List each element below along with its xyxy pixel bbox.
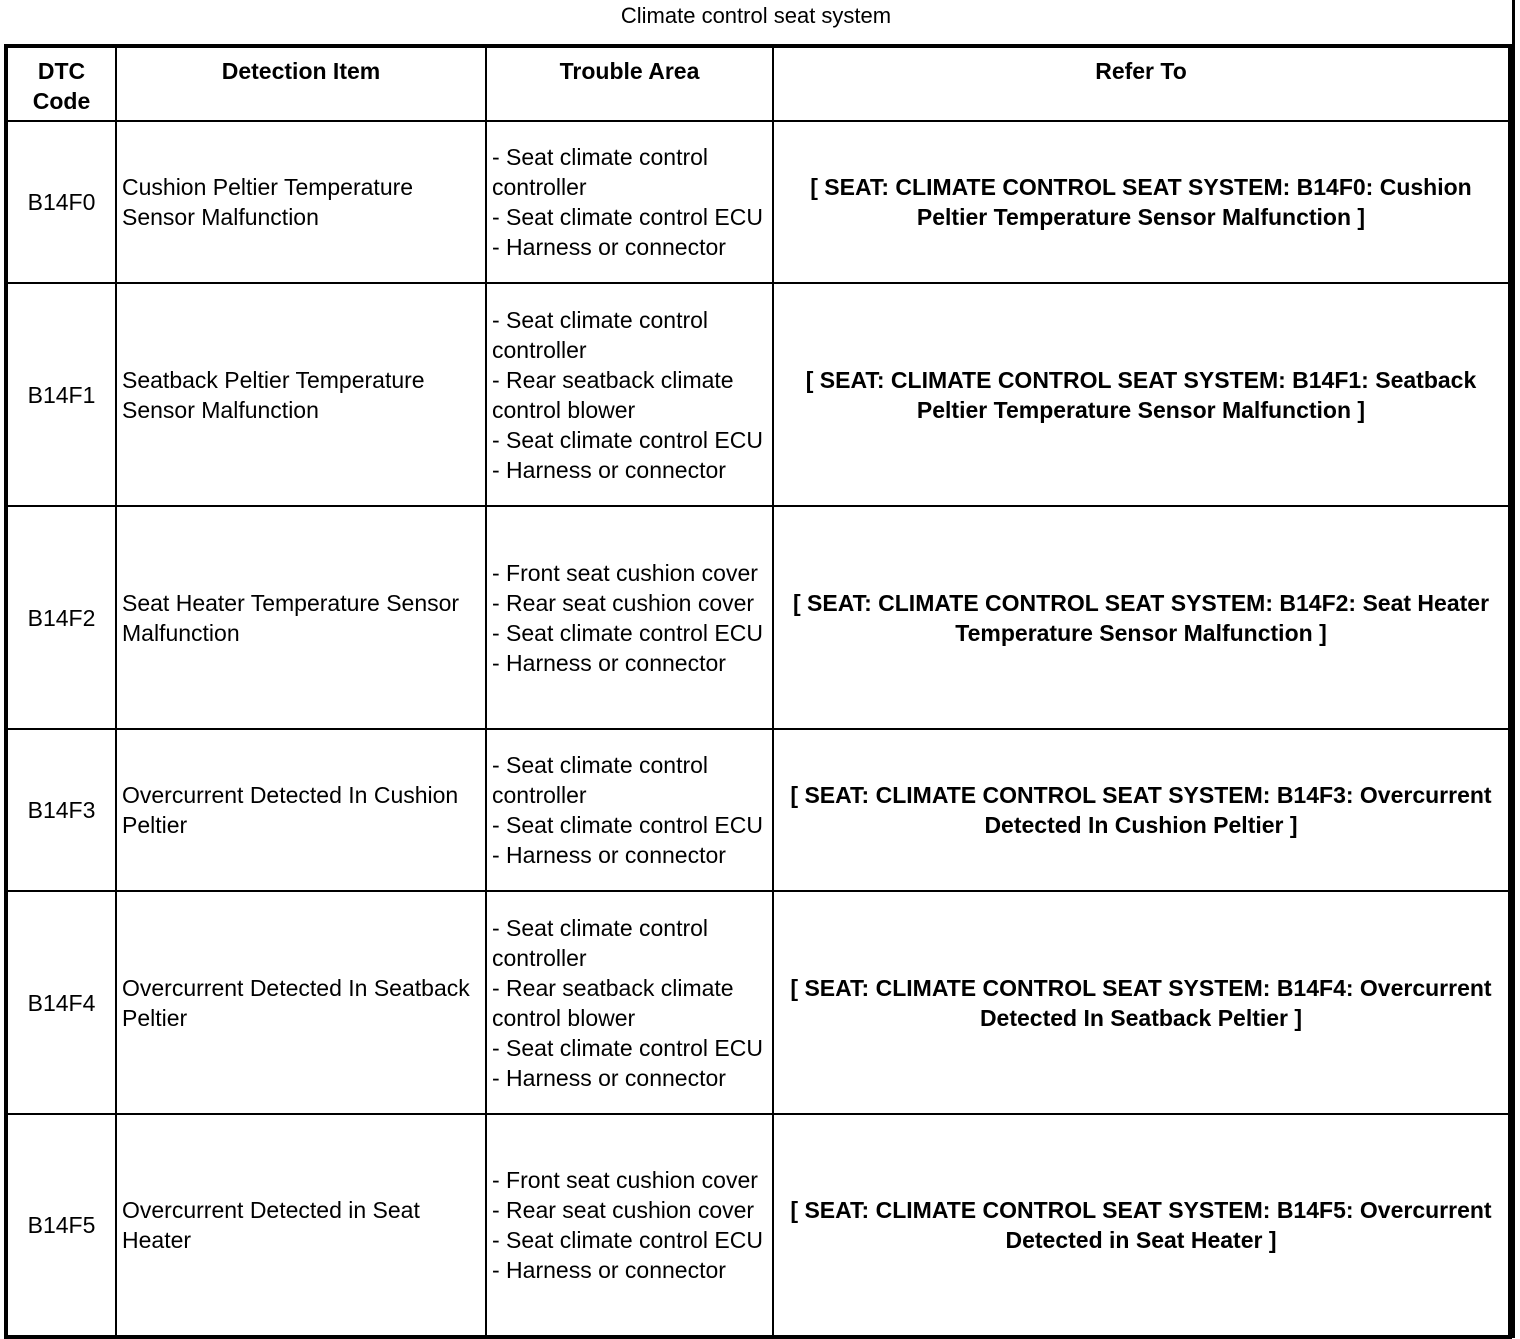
detection-item-cell: Overcurrent Detected in Seat Heater bbox=[116, 1114, 486, 1337]
refer-to-link[interactable]: [ SEAT: CLIMATE CONTROL SEAT SYSTEM: B14F5: Overcurrent Detected in Seat Heater ] bbox=[773, 1114, 1510, 1337]
refer-to-link[interactable]: [ SEAT: CLIMATE CONTROL SEAT SYSTEM: B14F1: Seatback Peltier Temperature Sensor Malfunction ] bbox=[773, 283, 1510, 506]
right-border-rule bbox=[1512, 0, 1515, 1338]
header-refer-to: Refer To bbox=[773, 46, 1510, 121]
refer-to-link[interactable]: [ SEAT: CLIMATE CONTROL SEAT SYSTEM: B14F4: Overcurrent Detected In Seatback Peltier ] bbox=[773, 891, 1510, 1114]
detection-item-cell: Cushion Peltier Temperature Sensor Malfunction bbox=[116, 121, 486, 283]
refer-to-link[interactable]: [ SEAT: CLIMATE CONTROL SEAT SYSTEM: B14F2: Seat Heater Temperature Sensor Malfunction ] bbox=[773, 506, 1510, 729]
trouble-area-line: - Seat climate control controller bbox=[492, 306, 709, 363]
detection-item-cell: Seat Heater Temperature Sensor Malfunction bbox=[116, 506, 486, 729]
trouble-area-line: - Seat climate control ECU bbox=[492, 812, 763, 838]
dtc-code-cell: B14F3 bbox=[6, 729, 116, 891]
trouble-area-line: - Seat climate control ECU bbox=[492, 426, 763, 453]
trouble-area-line: - Rear seatback climate control blower bbox=[492, 974, 734, 1031]
detection-item-cell: Overcurrent Detected In Seatback Peltier bbox=[116, 891, 486, 1114]
header-detection-item: Detection Item bbox=[116, 46, 486, 121]
table-row bbox=[6, 506, 1510, 729]
dtc-table bbox=[4, 44, 1512, 1339]
trouble-area-line: - Front seat cushion cover bbox=[492, 559, 758, 586]
detection-item-cell: Overcurrent Detected In Cushion Peltier bbox=[116, 729, 486, 891]
trouble-area-cell bbox=[486, 891, 773, 1114]
refer-to-link[interactable]: [ SEAT: CLIMATE CONTROL SEAT SYSTEM: B14F0: Cushion Peltier Temperature Sensor Malfunction ] bbox=[773, 121, 1510, 283]
trouble-area-line: - Harness or connector bbox=[492, 1064, 726, 1091]
header-row bbox=[6, 46, 1510, 121]
table-row bbox=[6, 283, 1510, 506]
table-row bbox=[6, 729, 1510, 891]
trouble-area-line: - Seat climate control controller bbox=[492, 752, 709, 808]
page-title: Climate control seat system bbox=[620, 3, 892, 28]
trouble-area-line: - Seat climate control ECU bbox=[492, 204, 763, 230]
table-row bbox=[6, 121, 1510, 283]
trouble-area-line: - Seat climate control controller bbox=[492, 144, 709, 200]
trouble-area-line: - Harness or connector bbox=[492, 842, 726, 868]
trouble-area-line: - Harness or connector bbox=[492, 649, 726, 676]
trouble-area-line: - Rear seat cushion cover bbox=[492, 589, 755, 616]
trouble-area-line: - Rear seatback climate control blower bbox=[492, 366, 734, 423]
dtc-code-cell: B14F0 bbox=[6, 121, 116, 283]
trouble-area-line: - Seat climate control ECU bbox=[492, 619, 763, 646]
detection-item-cell: Seatback Peltier Temperature Sensor Malfunction bbox=[116, 283, 486, 506]
trouble-area-line: - Seat climate control ECU bbox=[492, 1227, 763, 1253]
header-trouble-area: Trouble Area bbox=[486, 46, 773, 121]
trouble-area-cell bbox=[486, 506, 773, 729]
trouble-area-line: - Seat climate control controller bbox=[492, 914, 709, 971]
dtc-code-cell: B14F2 bbox=[6, 506, 116, 729]
dtc-code-cell: B14F5 bbox=[6, 1114, 116, 1337]
trouble-area-line: - Harness or connector bbox=[492, 1257, 726, 1283]
dtc-code-cell: B14F4 bbox=[6, 891, 116, 1114]
header-dtc-code: DTC Code bbox=[6, 46, 116, 121]
trouble-area-line: - Seat climate control ECU bbox=[492, 1034, 763, 1061]
table-row bbox=[6, 891, 1510, 1114]
trouble-area-line: - Harness or connector bbox=[492, 456, 726, 483]
trouble-area-line: - Harness or connector bbox=[492, 234, 726, 260]
dtc-code-cell: B14F1 bbox=[6, 283, 116, 506]
trouble-area-cell bbox=[486, 1114, 773, 1337]
trouble-area-cell bbox=[486, 283, 773, 506]
refer-to-link[interactable]: [ SEAT: CLIMATE CONTROL SEAT SYSTEM: B14F3: Overcurrent Detected In Cushion Peltier ] bbox=[773, 729, 1510, 891]
table-row bbox=[6, 1114, 1510, 1337]
trouble-area-cell bbox=[486, 729, 773, 891]
trouble-area-cell bbox=[486, 121, 773, 283]
trouble-area-line: - Rear seat cushion cover bbox=[492, 1197, 755, 1223]
trouble-area-line: - Front seat cushion cover bbox=[492, 1167, 758, 1193]
